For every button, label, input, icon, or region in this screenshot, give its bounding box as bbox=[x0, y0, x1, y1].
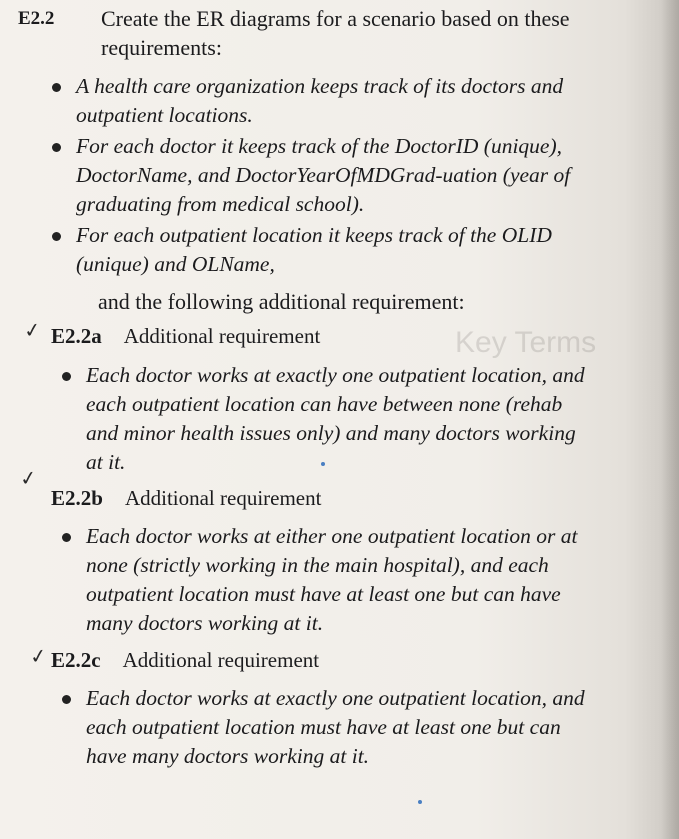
page-edge-shadow bbox=[661, 0, 679, 839]
requirement-heading-b bbox=[51, 486, 321, 511]
requirement-heading-a bbox=[51, 324, 320, 349]
requirement-label: Additional requirement bbox=[124, 486, 322, 510]
list-item bbox=[46, 132, 606, 219]
handwritten-check-icon: ✓ bbox=[28, 642, 49, 670]
list-item bbox=[56, 684, 591, 771]
exercise-intro: Create the ER diagrams for a scenario based on these requirements: bbox=[101, 6, 570, 60]
bullet-icon bbox=[52, 143, 61, 152]
requirement-b-list bbox=[56, 522, 591, 640]
bullet-text: Each doctor works at exactly one outpatient location, and each outpatient location can have between none (rehab and minor health issues only) and many doctors working at it. bbox=[86, 363, 585, 474]
bullet-text: Each doctor works at exactly one outpatient location, and each outpatient location must have at least one but can have many doctors working at it. bbox=[86, 686, 585, 768]
bullet-text: For each doctor it keeps track of the DoctorID (unique), DoctorName, and DoctorYearOfMDGrad-uation (year of graduating from medical school). bbox=[76, 134, 571, 216]
list-item bbox=[46, 72, 606, 130]
list-item bbox=[56, 361, 591, 477]
requirement-code: E2.2a bbox=[51, 324, 102, 348]
bullet-icon bbox=[52, 232, 61, 241]
requirements-list bbox=[46, 72, 606, 281]
bullet-text: Each doctor works at either one outpatient location or at none (strictly working in the main hospital), and each outpatient location must have at least one but can have many doctors working at it. bbox=[86, 524, 578, 635]
bullet-icon bbox=[62, 372, 71, 381]
pen-mark bbox=[321, 462, 325, 466]
handwritten-check-icon: ✓ bbox=[18, 464, 39, 492]
requirement-label: Additional requirement bbox=[122, 648, 320, 672]
list-item bbox=[56, 522, 591, 638]
exercise-number: E2.2 bbox=[18, 8, 55, 29]
bullet-icon bbox=[52, 83, 61, 92]
connector-text: and the following additional requirement: bbox=[98, 289, 465, 314]
requirement-code: E2.2b bbox=[51, 486, 103, 510]
bullet-icon bbox=[62, 695, 71, 704]
requirement-c-list bbox=[56, 684, 591, 773]
bullet-icon bbox=[62, 533, 71, 542]
pen-mark bbox=[418, 800, 422, 804]
requirement-code: E2.2c bbox=[51, 648, 101, 672]
requirement-heading-c bbox=[51, 648, 319, 673]
list-item bbox=[46, 221, 606, 279]
handwritten-check-icon: ✓ bbox=[22, 316, 43, 344]
bullet-text: A health care organization keeps track of its doctors and outpatient locations. bbox=[76, 74, 564, 127]
bleed-through-heading: Key Terms bbox=[455, 326, 597, 359]
bullet-text: For each outpatient location it keeps track of the OLID (unique) and OLName, bbox=[76, 223, 552, 276]
requirement-label: Additional requirement bbox=[123, 324, 321, 348]
